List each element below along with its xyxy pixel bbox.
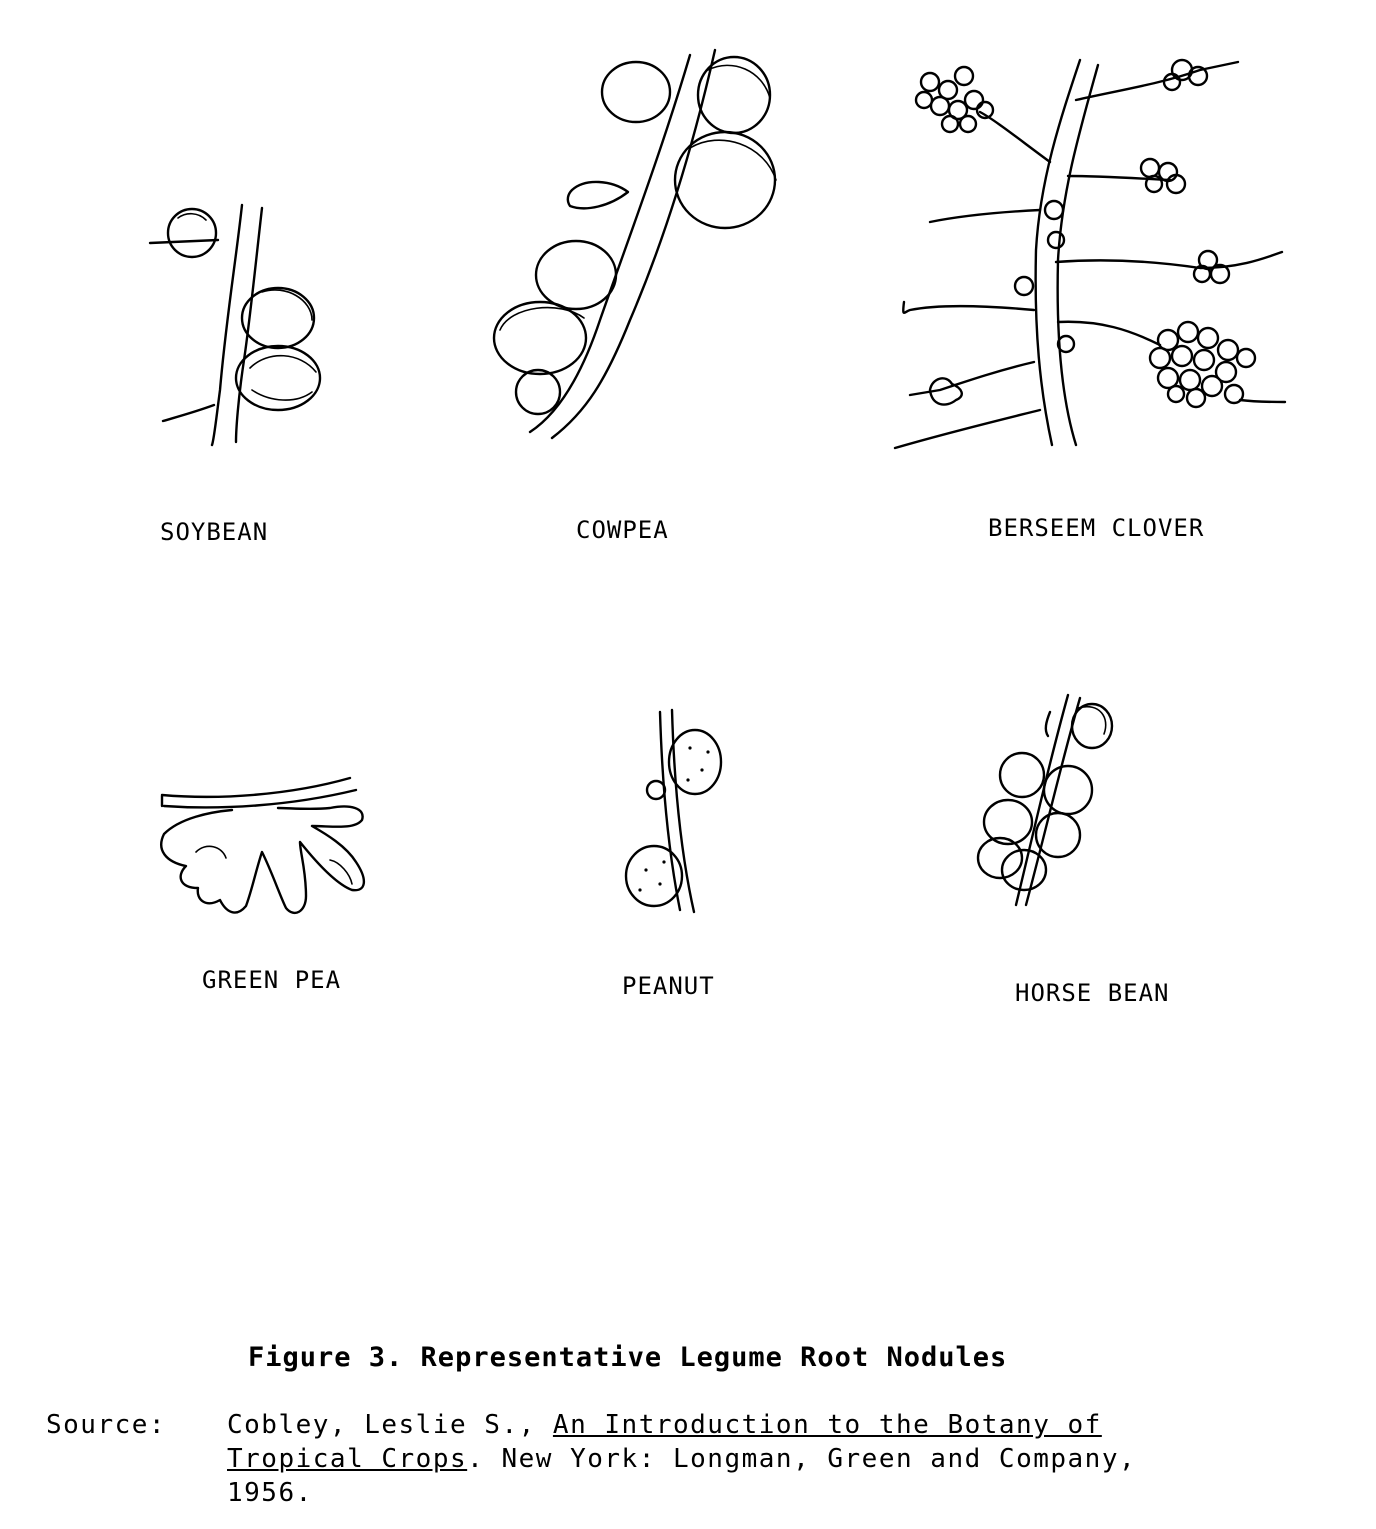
horse-bean-drawing — [978, 695, 1112, 905]
label-soybean: SOYBEAN — [160, 518, 269, 546]
source-book-title: An Introduction to the Botany of Tropical Crops — [227, 1410, 1102, 1474]
label-horse-bean: HORSE BEAN — [1015, 979, 1170, 1007]
source-label: Source: — [46, 1410, 167, 1440]
source-publisher: . New York: Longman, Green and Company, 1956. — [227, 1444, 1137, 1508]
label-green-pea: GREEN PEA — [202, 966, 342, 994]
label-berseem-clover: BERSEEM CLOVER — [988, 514, 1205, 542]
green-pea-drawing — [161, 778, 364, 913]
source-body — [227, 1408, 1207, 1510]
berseem-clover-drawing — [895, 60, 1285, 448]
label-peanut: PEANUT — [622, 972, 715, 1000]
source-author: Cobley, Leslie S., — [227, 1410, 553, 1440]
cowpea-drawing — [494, 50, 776, 438]
peanut-drawing — [626, 710, 721, 912]
figure-caption: Figure 3. Representative Legume Root Nodules — [248, 1342, 1008, 1373]
label-cowpea: COWPEA — [576, 516, 669, 544]
soybean-drawing — [150, 205, 320, 445]
